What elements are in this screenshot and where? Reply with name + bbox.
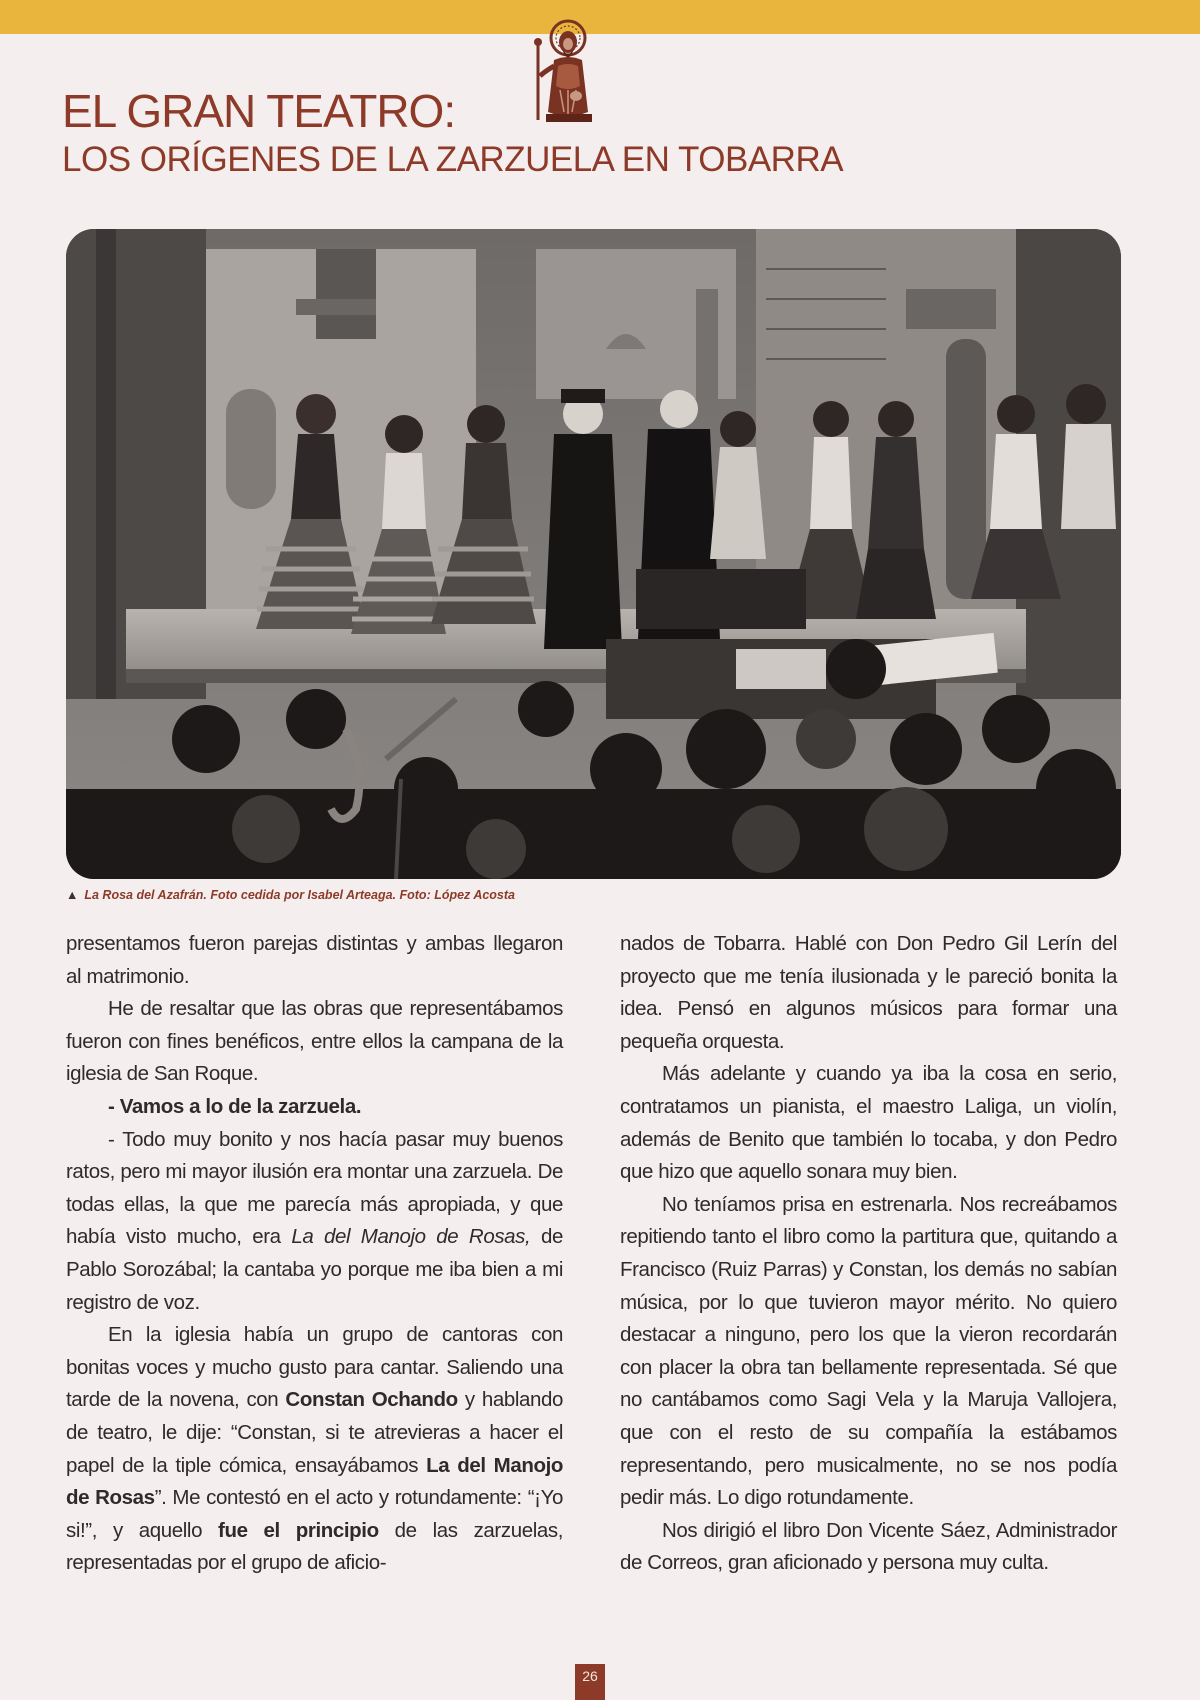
text-run: He de resaltar que las obras que representábamos fueron con fines benéficos, entre ellos la campana de la iglesia de San Roque.	[66, 997, 563, 1086]
saint-figure-emblem-icon	[524, 16, 604, 128]
right-text-column	[620, 928, 1117, 1580]
caption-text: La Rosa del Azafrán. Foto cedida por Isabel Arteaga. Foto: López Acosta	[84, 888, 515, 902]
text-run: y hablando de teatro, le dije: “Constan, si te atrevieras a hacer el papel de la tiple cómica, ensayábamos	[66, 1388, 563, 1477]
body-paragraph	[66, 1091, 563, 1124]
text-run: - Todo muy bonito y nos hacía pasar muy buenos ratos, pero mi mayor ilusión era montar una zarzuela. De todas ellas, la que me parecía más apropiada, y que había visto mucho, era	[66, 1127, 563, 1249]
article-subtitle: LOS ORÍGENES DE LA ZARZUELA EN TOBARRA	[62, 140, 844, 179]
body-paragraph	[620, 1515, 1117, 1580]
italic-text: La del Manojo de Rosas,	[291, 1225, 531, 1249]
bold-text: fue el principio	[218, 1518, 379, 1542]
body-paragraph	[620, 1058, 1117, 1188]
body-paragraph	[620, 928, 1117, 1058]
bold-text: - Vamos a lo de la zarzuela.	[108, 1094, 362, 1118]
text-run: nados de Tobarra. Hablé con Don Pedro Gil Lerín del proyecto que me tenía ilusionada y le pareció bonita la idea. Pensó en algunos músicos para formar una pequeña orquesta.	[620, 932, 1117, 1053]
bold-text: La del Manojo de Rosas	[66, 1453, 563, 1510]
text-run: En la iglesia había un grupo de cantoras con bonitas voces y mucho gusto para cantar. Saliendo una tarde de la novena, con	[66, 1323, 563, 1412]
bold-text: Constan Ochando	[285, 1388, 458, 1412]
text-run: Nos dirigió el libro Don Vicente Sáez, Administrador de Correos, gran aficionado y persona muy culta.	[620, 1518, 1117, 1575]
text-run: Más adelante y cuando ya iba la cosa en serio, contratamos un pianista, el maestro Laliga, un violín, además de Benito que también lo tocaba, y don Pedro que hizo que aquello sonara muy bien.	[620, 1062, 1117, 1184]
body-paragraph	[66, 1319, 563, 1580]
body-paragraph	[620, 1189, 1117, 1515]
article-title: EL GRAN TEATRO:	[62, 85, 456, 137]
left-text-column	[66, 928, 563, 1580]
body-paragraph	[66, 928, 563, 993]
caption-marker: ▲	[66, 888, 79, 902]
text-run: presentamos fueron parejas distintas y ambas llegaron al matrimonio.	[66, 932, 563, 988]
photo-caption	[66, 888, 515, 902]
text-run: de Pablo Sorozábal; la cantaba yo porque me iba bien a mi registro de voz.	[66, 1225, 563, 1314]
body-paragraph	[66, 993, 563, 1091]
stage-photograph	[66, 229, 1121, 879]
text-run: ”. Me contestó en el acto y rotundamente: “¡Yo si!”, y aquello	[66, 1486, 563, 1542]
body-paragraph	[66, 1124, 563, 1320]
page-number: 26	[575, 1664, 605, 1700]
text-run: de las zarzuelas, representadas por el grupo de aficio-	[66, 1518, 564, 1575]
text-run: No teníamos prisa en estrenarla. Nos recreábamos repitiendo tanto el libro como la partitura que, quitando a Francisco (Ruiz Parras) y Constan, los demás no sabían música, por lo que tuvieron mayor mérito. No quiero destacar a ninguno, pero los que la vieron recordarán con placer la obra tan bellamente representada. Sé que no cantábamos como Sagi Vela y la Maruja Vallojera, que con el resto de su compañía la estábamos representando, pero musicalmente, no se nos podía pedir más. Lo digo rotundamente.	[620, 1192, 1117, 1510]
